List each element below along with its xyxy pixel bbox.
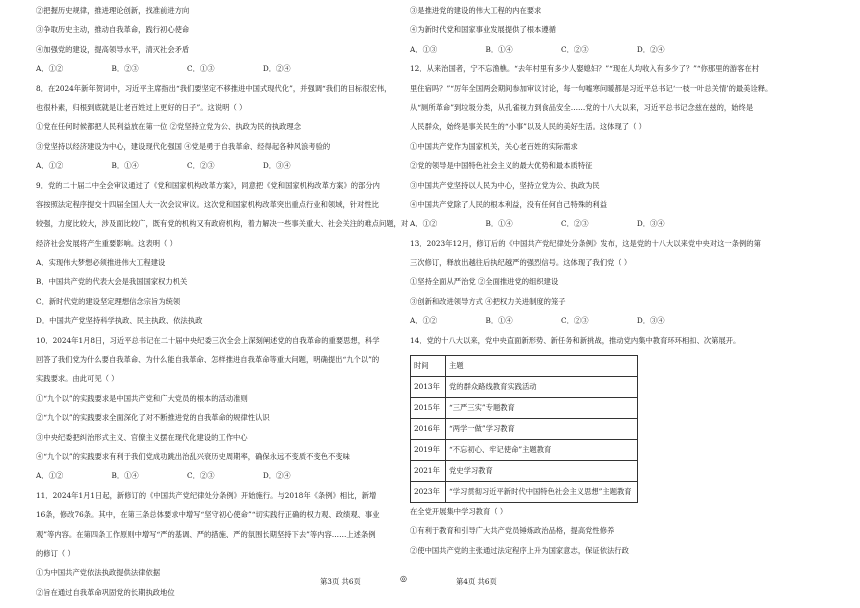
right-column <box>410 6 822 565</box>
answer-options <box>410 316 822 326</box>
table-header-cell: 时间 <box>411 356 446 377</box>
table-cell: 2013年 <box>411 377 446 398</box>
answer-options <box>410 219 822 229</box>
text-line: 也很朴素，归根到底就是让老百姓过上更好的日子”。这说明（ ） <box>36 102 247 112</box>
table-cell: 2021年 <box>411 461 446 482</box>
text-line: 13．2023年12月，修订后的《中国共产党纪律处分条例》发布，这是党的十八大以来党中央对这一条例的第 <box>410 238 761 248</box>
table-row <box>411 461 638 482</box>
text-line: ③是推进党的建设的伟大工程的内在要求 <box>410 6 542 15</box>
page-number-left: 第3页 共6页 <box>320 577 361 586</box>
text-line: ④中国共产党除了人民的根本利益，没有任何自己特殊的利益 <box>410 199 608 209</box>
table-row <box>411 440 638 461</box>
text-line: ③中国共产党坚持以人民为中心，坚持立党为公、执政为民 <box>410 180 600 190</box>
text-line: 12．从来治国者，宁不忘渔樵。“去年村里有多少人娶媳妇？”“现在人均收入有多少了？”“你那里的游客在村 <box>410 64 759 74</box>
table-header-row <box>411 356 638 377</box>
text-line: 三次修订，释放出越往后执纪越严的强烈信号。这体现了我们党（ ） <box>410 258 632 268</box>
left-column <box>36 6 436 607</box>
text-line: ③中央纪委把纠治形式主义、官僚主义摆在现代化建设的工作中心 <box>36 432 248 442</box>
table-cell: “三严三实”专题教育 <box>446 398 638 419</box>
table-cell: 2015年 <box>411 398 446 419</box>
table-cell: “不忘初心、牢记使命”主题教育 <box>446 440 638 461</box>
answer-options-text: A．①② B．②③ C．①③ D．②④ <box>36 64 291 74</box>
answer-options <box>36 161 436 171</box>
text-line: 回答了我们党为什么要自我革命、为什么能自我革命、怎样推进自我革命等重大问题，明确提出“九个以”的 <box>36 355 380 365</box>
text-line: ④“九个以”的实践要求有利于我们党成功跳出治乱兴衰历史周期率，确保永远不变质不变色不变味 <box>36 451 350 461</box>
text-line: 经济社会发展将产生重要影响。这表明（ ） <box>36 238 177 248</box>
answer-options <box>36 471 436 481</box>
answer-options <box>36 258 436 268</box>
text-line: 10．2024年1月8日，习近平总书记在二十届中央纪委三次全会上深刻阐述党的自我革命的重要思想，科学 <box>36 335 380 345</box>
text-line: ①坚持全面从严治党 ②全面推进党的组织建设 <box>410 277 559 287</box>
table-row <box>411 377 638 398</box>
table-cell: 2016年 <box>411 419 446 440</box>
table-cell: 2019年 <box>411 440 446 461</box>
table-row <box>411 482 638 503</box>
text-line: ②党的领导是中国特色社会主义的最大优势和最本质特征 <box>410 161 593 171</box>
text-line: ①有利于教育和引导广大共产党员锤炼政治品格，提高党性修养 <box>410 526 615 536</box>
page-number-right: 第4页 共6页 <box>456 577 497 586</box>
text-line: ②使中国共产党的主张通过法定程序上升为国家意志，保证依法行政 <box>410 545 629 555</box>
text-line: ①为中国共产党依法执政提供法律依据 <box>36 568 161 578</box>
text-line: 14．党的十八大以来，党中央直面新形势、新任务和新挑战，推动党内集中教育环环相扣、次第展开。 <box>410 335 741 345</box>
text-line: 实践要求。由此可见（ ） <box>36 374 119 384</box>
table-cell: 2023年 <box>411 482 446 503</box>
table-cell: “两学一做”学习教育 <box>446 419 638 440</box>
table-header-cell: 主题 <box>446 356 638 377</box>
answer-options-text: A．①② B．①④ C．②③ D．③④ <box>36 161 291 171</box>
text-line: ③党坚持以经济建设为中心，建设现代化强国 ④党是勇于自我革命、经得起各种风浪考验的 <box>36 141 331 151</box>
answer-options-text: A．实现伟大梦想必须推进伟大工程建设 <box>36 258 166 268</box>
text-line: 11．2024年1月1日起，新修订的《中国共产党纪律处分条例》开始施行。与2018年《条例》相比，新增 <box>36 490 377 500</box>
text-line: ③争取历史主动，推动自我革命，践行初心使命 <box>36 25 190 35</box>
text-line: 从“厕所革命”到垃圾分类，从孔雀视力到食品安全……党的十八大以来，习近平总书记念兹在兹的，始终是 <box>410 102 754 112</box>
text-line: ①党在任何时候都把人民利益放在第一位 ②党坚持立党为公、执政为民的执政理念 <box>36 122 302 132</box>
text-line: 8．在2024年新年贺词中，习近平主席指出“我们要坚定不移推进中国式现代化”，并强调“我们的目标很宏伟， <box>36 83 392 93</box>
answer-options-text: A．①② B．①④ C．②③ D．③④ <box>410 316 665 326</box>
text-line: ②“九个以”的实践要求全面深化了对不断推进党的自我革命的规律性认识 <box>36 413 270 423</box>
text-line: B．中国共产党的代表大会是我国国家权力机关 <box>36 277 188 287</box>
text-line: 里住宿吗？”“厉年全国两会期间参加审议讨论，每一句嘘寒问暖都是习近平总书记‘一枝一叶总关情’的最美诠释。 <box>410 83 773 93</box>
text-line: ②把握历史规律，推进理论创新，找准前进方向 <box>36 6 190 15</box>
text-line: 观”等内容。在第四条工作原则中增写“严的基调、严的措施、严的氛围长期坚持下去”等内容……上述条例 <box>36 529 376 539</box>
answer-options <box>410 45 822 55</box>
text-line: ④为新时代党和国家事业发展提供了根本遵循 <box>410 25 556 35</box>
text-line: 9．党的二十届二中全会审议通过了《党和国家机构改革方案》，同意把《党和国家机构改革方案》的部分内 <box>36 180 380 190</box>
answer-options-text: A．①② B．①④ C．②③ D．③④ <box>410 219 665 229</box>
text-line: 容按照法定程序提交十四届全国人大一次会议审议。这次党和国家机构改革突出重点行业和领域，针对性比 <box>36 199 379 209</box>
text-line: 较强，力度比较大，涉及面比较广，既有党的机构又有政府机构，着力解决一些事关重大、社会关注的难点问题，对 <box>36 219 409 229</box>
binding-hole-icon: ◎ <box>400 574 407 583</box>
answer-options <box>36 64 436 74</box>
text-line: ①中国共产党作为国家机关，关心老百姓的实际需求 <box>410 141 578 151</box>
text-line: ②旨在通过自我革命巩固党的长期执政地位 <box>36 587 175 597</box>
text-line: ③创新和改进领导方式 ④把权力关进制度的笼子 <box>410 296 566 306</box>
text-line: 的修订（ ） <box>36 548 75 558</box>
answer-options-text: A．①② B．①④ C．②③ D．②④ <box>36 471 291 481</box>
table-cell: 党的群众路线教育实践活动 <box>446 377 638 398</box>
table-cell: 党史学习教育 <box>446 461 638 482</box>
text-line: C．新时代党的建设坚定理想信念宗旨为统领 <box>36 296 181 306</box>
table-cell: “学习贯彻习近平新时代中国特色社会主义思想”主题教育 <box>446 482 638 503</box>
text-line: D．中国共产党坚持科学执政、民主执政、依法执政 <box>36 316 203 326</box>
education-table <box>410 355 638 503</box>
text-line: ①“九个以”的实践要求是中国共产党和广大党员的根本的活动准则 <box>36 393 248 403</box>
text-line: ④加强党的建设，提高领导水平，清灭社会矛盾 <box>36 44 190 54</box>
text-line: 16条，修改76条。其中，在第三条总体要求中增写“坚守初心使命”“切实践行正确的权力观、政绩观、事业 <box>36 510 380 520</box>
text-line: 在全党开展集中学习教育（ ） <box>410 507 508 517</box>
text-line: 人民群众，始终是事关民生的“小事”以及人民的美好生活。这体现了（ ） <box>410 122 646 132</box>
table-row <box>411 419 638 440</box>
answer-options-text: A．①③ B．①④ C．②③ D．②④ <box>410 44 665 54</box>
table-row <box>411 398 638 419</box>
